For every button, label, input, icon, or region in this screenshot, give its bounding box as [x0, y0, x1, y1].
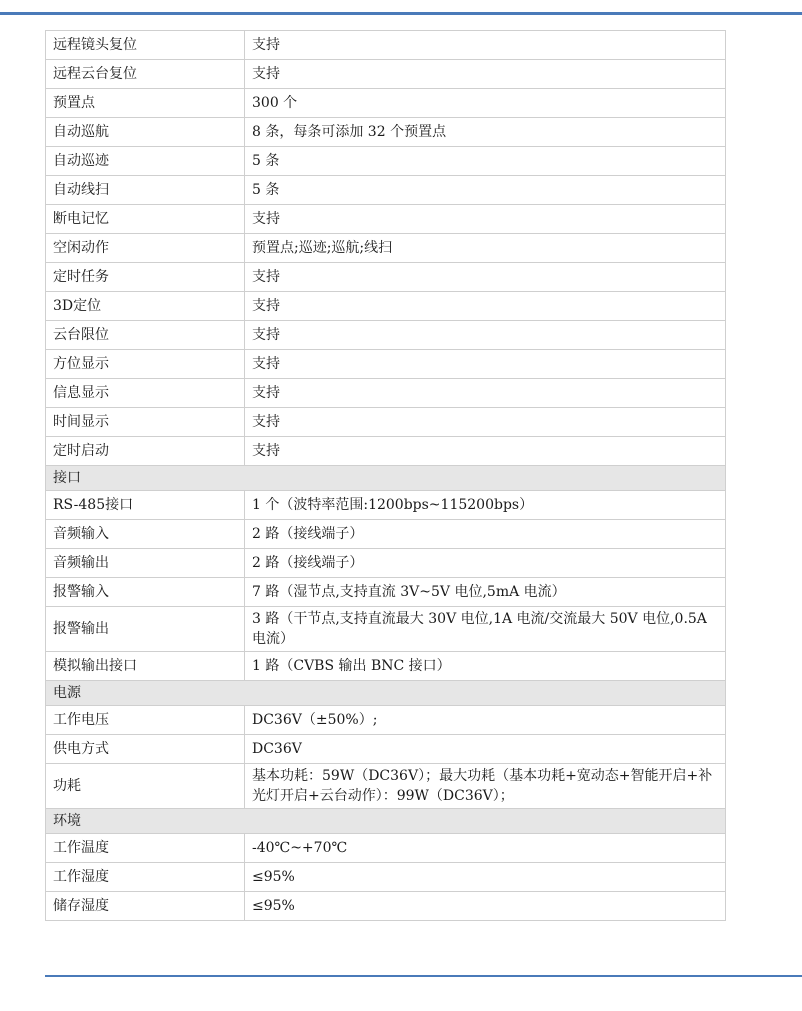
row-label: 工作温度 [46, 834, 245, 863]
row-value: 8 条，每条可添加 32 个预置点 [245, 118, 726, 147]
table-row [46, 31, 726, 60]
row-label: 供电方式 [46, 735, 245, 764]
row-label: 方位显示 [46, 350, 245, 379]
row-label: RS-485接口 [46, 491, 245, 520]
table-row [46, 892, 726, 921]
row-label: 云台限位 [46, 321, 245, 350]
row-label: 空闲动作 [46, 234, 245, 263]
row-value: ≤95% [245, 863, 726, 892]
table-row [46, 321, 726, 350]
row-label: 定时任务 [46, 263, 245, 292]
row-label: 时间显示 [46, 408, 245, 437]
row-label: 自动巡航 [46, 118, 245, 147]
row-label: 3D定位 [46, 292, 245, 321]
table-row [46, 607, 726, 652]
row-value: 1 路（CVBS 输出 BNC 接口） [245, 652, 726, 681]
row-value: 7 路（湿节点,支持直流 3V~5V 电位,5mA 电流） [245, 578, 726, 607]
row-label: 工作湿度 [46, 863, 245, 892]
table-row [46, 408, 726, 437]
table-row [46, 89, 726, 118]
section-title: 接口 [46, 466, 726, 491]
row-label: 远程镜头复位 [46, 31, 245, 60]
row-label: 信息显示 [46, 379, 245, 408]
section-header-environment [46, 809, 726, 834]
row-label: 自动巡迹 [46, 147, 245, 176]
section-title: 环境 [46, 809, 726, 834]
row-value: -40℃~+70℃ [245, 834, 726, 863]
row-value: 预置点;巡迹;巡航;线扫 [245, 234, 726, 263]
row-label: 功耗 [46, 764, 245, 809]
row-value: 3 路（干节点,支持直流最大 30V 电位,1A 电流/交流最大 50V 电位,0.5A 电流） [245, 607, 726, 652]
table-row [46, 379, 726, 408]
row-value: 300 个 [245, 89, 726, 118]
table-row [46, 437, 726, 466]
section-header-interface [46, 466, 726, 491]
row-value: 支持 [245, 408, 726, 437]
table-row [46, 350, 726, 379]
row-label: 音频输出 [46, 549, 245, 578]
section-header-power [46, 681, 726, 706]
row-value: 支持 [245, 350, 726, 379]
row-value: 5 条 [245, 176, 726, 205]
row-value: 基本功耗：59W（DC36V）；最大功耗（基本功耗+宽动态+智能开启+补光灯开启+云台动作）：99W（DC36V）； [245, 764, 726, 809]
table-row [46, 263, 726, 292]
row-label: 远程云台复位 [46, 60, 245, 89]
row-value: 1 个（波特率范围:1200bps~115200bps） [245, 491, 726, 520]
row-value: 支持 [245, 205, 726, 234]
table-row [46, 205, 726, 234]
table-row [46, 652, 726, 681]
row-value: 支持 [245, 31, 726, 60]
table-row [46, 549, 726, 578]
table-row [46, 863, 726, 892]
row-value: 5 条 [245, 147, 726, 176]
row-value: DC36V（±50%）; [245, 706, 726, 735]
row-value: 支持 [245, 379, 726, 408]
row-value: ≤95% [245, 892, 726, 921]
table-row [46, 234, 726, 263]
table-row [46, 735, 726, 764]
table-row [46, 834, 726, 863]
row-value: 支持 [245, 321, 726, 350]
row-value: 支持 [245, 60, 726, 89]
bottom-rule [45, 975, 802, 977]
row-label: 模拟输出接口 [46, 652, 245, 681]
row-label: 工作电压 [46, 706, 245, 735]
spec-table [45, 30, 726, 921]
row-label: 断电记忆 [46, 205, 245, 234]
table-row [46, 292, 726, 321]
row-value: 支持 [245, 263, 726, 292]
table-row [46, 60, 726, 89]
row-label: 报警输出 [46, 607, 245, 652]
table-row [46, 520, 726, 549]
section-title: 电源 [46, 681, 726, 706]
row-value: 2 路（接线端子） [245, 520, 726, 549]
table-row [46, 491, 726, 520]
row-value: 支持 [245, 437, 726, 466]
top-rule [0, 12, 802, 15]
table-row [46, 147, 726, 176]
table-row [46, 578, 726, 607]
row-label: 自动线扫 [46, 176, 245, 205]
table-row [46, 118, 726, 147]
row-value: 支持 [245, 292, 726, 321]
row-value: 2 路（接线端子） [245, 549, 726, 578]
row-label: 音频输入 [46, 520, 245, 549]
row-label: 定时启动 [46, 437, 245, 466]
row-value: DC36V [245, 735, 726, 764]
row-label: 预置点 [46, 89, 245, 118]
table-row [46, 764, 726, 809]
table-row [46, 176, 726, 205]
table-row [46, 706, 726, 735]
row-label: 报警输入 [46, 578, 245, 607]
row-label: 储存湿度 [46, 892, 245, 921]
